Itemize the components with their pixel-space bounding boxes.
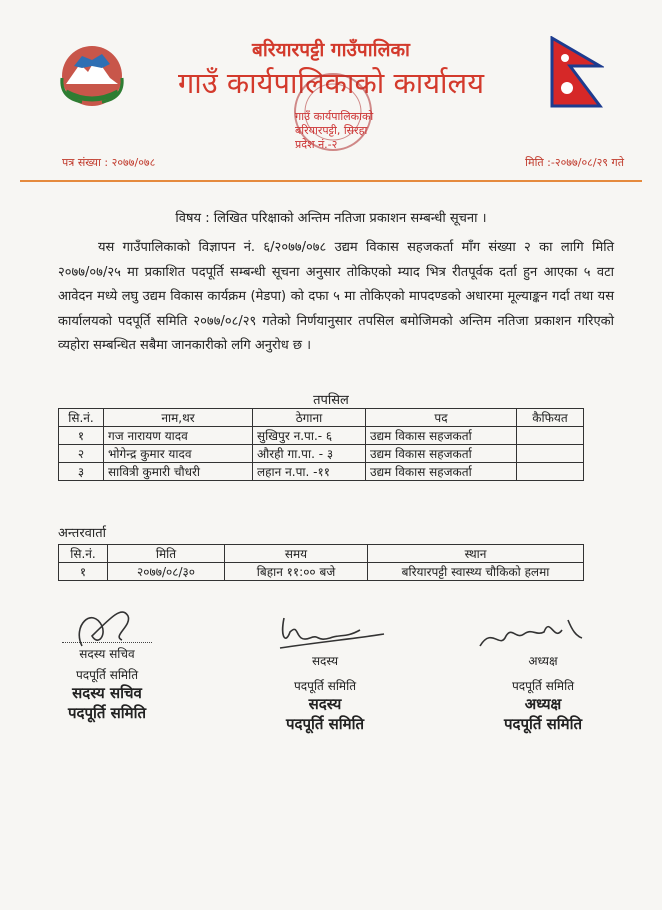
subject-line: विषय : लिखित परिक्षाको अन्तिम नतिजा प्रकाशन सम्बन्धी सूचना । [175,211,487,226]
table-cell: उद्यम विकास सहजकर्ता [366,427,517,445]
stamp-role: सदस्य सचिव [72,684,142,702]
signatory-role: सदस्य सचिव [79,647,135,661]
results-table-title: तपसिल [313,393,349,408]
stamp-role: सदस्य [308,695,342,713]
table-cell: १ [59,563,108,581]
table-cell: सुखिपुर न.पा.- ६ [253,427,366,445]
interview-table-title: अन्तरवार्ता [58,526,107,541]
table-cell: उद्यम विकास सहजकर्ता [366,463,517,481]
signatory-committee: पदपूर्ति समिति [75,668,139,682]
interview-table [58,544,584,581]
stamp-committee: पदपूर्ति समिति [67,704,147,722]
table-cell: सावित्री कुमारी चौधरी [104,463,253,481]
stamp-role: अध्यक्ष [524,695,562,713]
column-header: मिति [108,545,225,563]
table-cell: २०७७/०८/३० [108,563,225,581]
signature-block [478,652,608,734]
table-header-row [59,409,584,427]
table-header-row [59,545,584,563]
stamp-line: गाउँ कार्यपालिकाको [295,110,374,123]
header-divider [20,180,642,182]
table-cell: बरियारपट्टी स्वास्थ्य चौकिको हलमा [368,563,584,581]
table-cell: गज नारायण यादव [104,427,253,445]
org-name-line2: गाउँ कार्यपालिकाको कार्यालय [177,66,485,100]
column-header: ठेगाना [253,409,366,427]
table-row [59,445,584,463]
table-cell: भोगेन्द्र कुमार यादव [104,445,253,463]
body-paragraph [58,236,614,359]
table-row [59,427,584,445]
signatory-committee: पदपूर्ति समिति [293,679,357,693]
signatory-role: सदस्य [311,654,339,668]
stamp-line: प्रदेश नं.-२ [295,138,338,151]
signature-icon [472,606,592,654]
signature-line [62,642,152,643]
table-cell: १ [59,427,104,445]
table-cell: २ [59,445,104,463]
table-cell [517,463,584,481]
column-header: सि.नं. [59,545,108,563]
column-header: सि.नं. [59,409,104,427]
stamp-committee: पदपूर्ति समिति [285,715,365,733]
table-cell [517,427,584,445]
table-row [59,463,584,481]
table-cell [517,445,584,463]
table-cell: बिहान ११:०० बजे [225,563,368,581]
table-cell: लहान न.पा. -११ [253,463,366,481]
table-row [59,563,584,581]
signatory-role: अध्यक्ष [528,654,558,668]
signature-block [260,652,390,734]
office-stamp [295,110,405,152]
signature-icon [270,608,390,656]
column-header: नाम,थर [104,409,253,427]
column-header: कैफियत [517,409,584,427]
stamp-line: बरियारपट्टी, सिरहा [295,124,368,137]
org-name-line1: बरियारपट्टी गाउँपालिका [252,39,410,61]
table-cell: ३ [59,463,104,481]
table-cell: उद्यम विकास सहजकर्ता [366,445,517,463]
body-text: यस गाउँपालिकाको विज्ञापन नं. ६/२०७७/०७८ उद्यम विकास सहजकर्ता माँग संख्या २ का लागि मिति २०७७/०७/२५ मा प्रकाशित पदपूर्ति सम्बन्धी सूचना अनुसार तोकिएको म्याद भित्र रीतपूर्वक दर्ता हुन आएका ५ वटा आवेदन मध्ये लघु उद्यम विकास कार्यक्रम (मेडपा) को दफा ५ मा तोकिएको मापदण्डको अधारमा मूल्याङ्कन गर्दा तथा यस कार्यालयको पदपूर्ति समिति २०७७/०८/२९ गतेको निर्णयानुसार तपसिल बमोजिमको अन्तिम नतिजा प्रकाशन गरिएको व्यहोरा सम्बन्धित सबैमा जानकारीको लगि अनुरोध छ । [58,240,614,354]
column-header: स्थान [368,545,584,563]
signatory-committee: पदपूर्ति समिति [511,679,575,693]
results-table [58,408,584,481]
stamp-committee: पदपूर्ति समिति [503,715,583,733]
signature-block [42,642,172,723]
column-header: पद [366,409,517,427]
column-header: समय [225,545,368,563]
table-cell: औरही गा.पा. - ३ [253,445,366,463]
reference-number: पत्र संख्या : २०७७/०७८ [62,156,156,169]
letter-date: मिति :-२०७७/०८/२९ गते [525,156,624,169]
